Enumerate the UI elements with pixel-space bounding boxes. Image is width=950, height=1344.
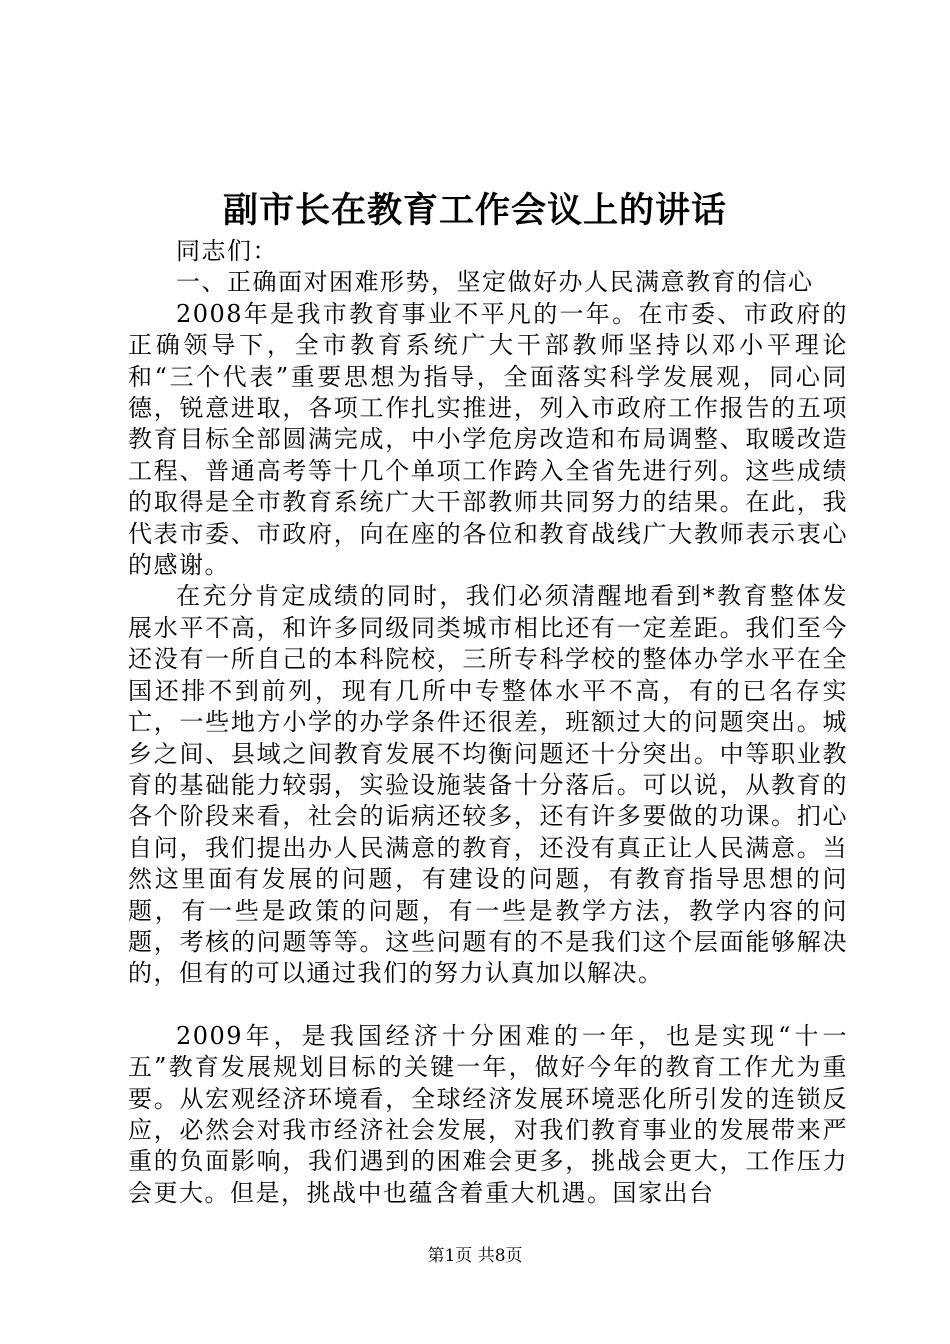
salutation: 同志们： bbox=[176, 237, 278, 265]
paragraph: 在充分肯定成绩的同时，我们必须清醒地看到*教育整体发展水平不高，和许多同级同类城市相比还有一定差距。我们至今还没有一所自己的本科院校，三所专科学校的整体办学水平在全国还排不到前列，现有几所中专整体水平不高，有的已名存实亡，一些地方小学的办学条件还很差，班额过大的问题突出。城乡之间、县域之间教育发展不均衡问题还十分突出。中等职业教育的基础能力较弱，实验设施装备十分落后。可以说，从教育的各个阶段来看，社会的诟病还较多，还有许多要做的功课。扪心自问，我们提出办人民满意的教育，还没有真正让人民满意。当然这里面有发展的问题，有建设的问题，有教育指导思想的问题，有一些是政策的问题，有一些是教学方法，教学内容的问题，考核的问题等等。这些问题有的不是我们这个层面能够解决的，但有的可以通过我们的努力认真加以解决。 bbox=[128, 582, 848, 988]
section-heading: 一、正确面对困难形势，坚定做好办人民满意教育的信心 bbox=[176, 268, 814, 297]
page-number: 第1页 共8页 bbox=[427, 1246, 523, 1266]
paragraph: 2009年，是我国经济十分困难的一年，也是实现“十一五”教育发展规划目标的关键一年，做好今年的教育工作尤为重要。从宏观经济环境看，全球经济发展环境恶化所引发的连锁反应，必然会对我市经济社会发展，对我们教育事业的发展带来严重的负面影响，我们遇到的困难会更多，挑战会更大，工作压力会更大。但是，挑战中也蕴含着重大机遇。国家出台 bbox=[128, 1021, 848, 1207]
document-title: 副市长在教育工作会议上的讲话 bbox=[222, 190, 727, 231]
document-body bbox=[128, 236, 848, 1209]
paragraph: 2008年是我市教育事业不平凡的一年。在市委、市政府的正确领导下，全市教育系统广大干部教师坚持以邓小平理论和“三个代表”重要思想为指导，全面落实科学发展观，同心同德，锐意进取，各项工作扎实推进，列入市政府工作报告的五项教育目标全部圆满完成，中小学危房改造和布局调整、取暖改造工程、普通高考等十几个单项工作跨入全省先进行列。这些成绩的取得是全市教育系统广大干部教师共同努力的结果。在此，我代表市委、市政府，向在座的各位和教育战线广大教师表示衷心的感谢。 bbox=[128, 299, 848, 580]
